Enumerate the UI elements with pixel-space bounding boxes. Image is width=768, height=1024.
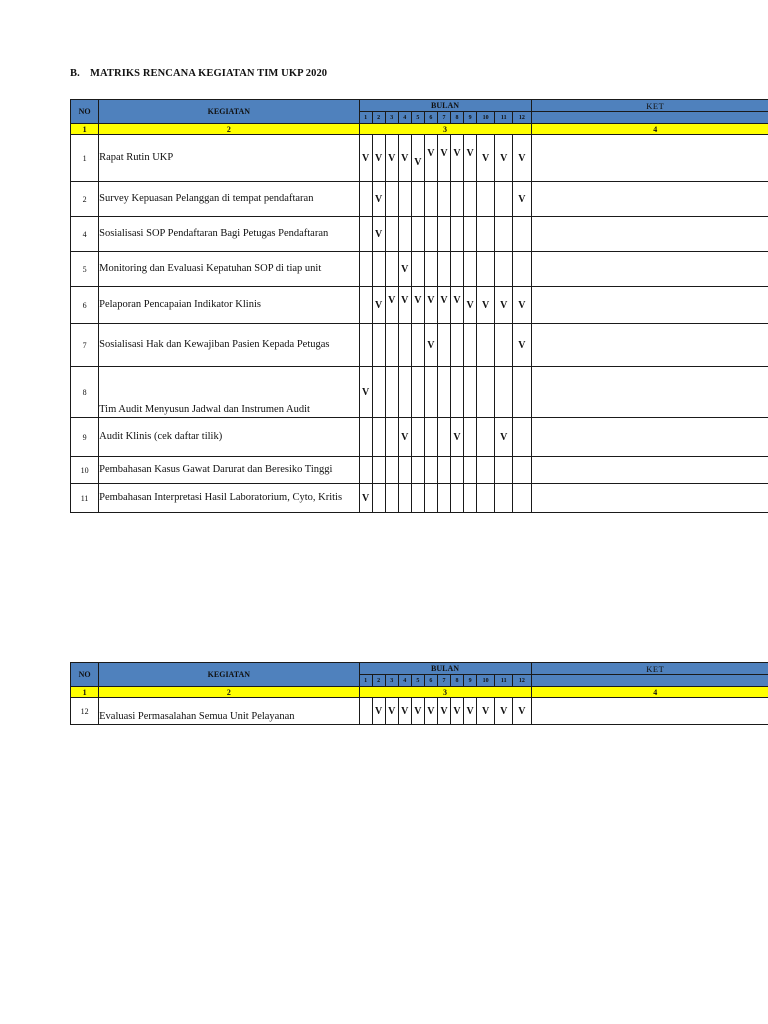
- index-col-4: 4: [531, 124, 768, 135]
- row-ket: [531, 135, 768, 182]
- month-cell-4: [398, 484, 411, 513]
- table-row: [71, 217, 768, 252]
- month-cell-6: [424, 217, 437, 252]
- row-number: 9: [71, 418, 99, 457]
- check-mark: V: [500, 152, 508, 164]
- index-row: [71, 124, 768, 135]
- check-mark: V: [388, 294, 396, 306]
- month-cell-5: [411, 484, 424, 513]
- month-cell-3: [385, 217, 398, 252]
- check-mark: V: [414, 156, 422, 168]
- month-header-6: 6: [424, 675, 437, 687]
- month-cell-7: [437, 252, 450, 287]
- month-header-8: 8: [450, 675, 463, 687]
- check-mark: V: [414, 705, 422, 717]
- check-mark: V: [427, 705, 435, 717]
- table-row: [71, 457, 768, 484]
- month-cell-5: [411, 182, 424, 217]
- check-mark: V: [401, 263, 409, 275]
- check-mark: V: [388, 152, 396, 164]
- check-mark: V: [518, 705, 526, 717]
- month-cell-1: [359, 287, 372, 324]
- month-cell-12: [513, 252, 531, 287]
- month-header-9: 9: [464, 675, 477, 687]
- check-mark: V: [361, 492, 370, 504]
- month-cell-9: [464, 457, 477, 484]
- row-activity: Pembahasan Kasus Gawat Darurat dan Beresiko Tinggi: [99, 457, 359, 484]
- month-cell-6: [424, 182, 437, 217]
- check-mark: V: [453, 294, 461, 306]
- month-header-2: 2: [372, 675, 385, 687]
- row-ket: [531, 484, 768, 513]
- row-number: 8: [71, 367, 99, 418]
- check-mark: V: [482, 705, 490, 717]
- month-cell-11: [495, 418, 513, 457]
- row-activity: Audit Klinis (cek daftar tilik): [99, 418, 359, 457]
- header-row: [71, 100, 768, 112]
- month-cell-10: [477, 252, 495, 287]
- month-cell-7: [437, 217, 450, 252]
- row-number: 7: [71, 324, 99, 367]
- month-cell-2: [372, 287, 385, 324]
- month-cell-4: [398, 217, 411, 252]
- check-mark: V: [401, 705, 409, 717]
- month-cell-2: [372, 252, 385, 287]
- month-cell-4: [398, 182, 411, 217]
- check-mark: V: [466, 147, 474, 159]
- check-mark: V: [427, 147, 435, 159]
- month-cell-10: [477, 418, 495, 457]
- row-ket: [531, 418, 768, 457]
- check-mark: V: [482, 152, 490, 164]
- month-cell-3: [385, 252, 398, 287]
- check-mark: V: [500, 705, 508, 717]
- month-cell-4: [398, 698, 411, 725]
- month-cell-3: [385, 324, 398, 367]
- header-no: NO: [71, 663, 99, 687]
- check-mark: V: [518, 152, 526, 164]
- month-cell-1: [359, 484, 372, 513]
- month-cell-4: [398, 324, 411, 367]
- month-cell-12: [513, 324, 531, 367]
- row-ket: [531, 287, 768, 324]
- month-header-4: 4: [398, 112, 411, 124]
- month-cell-1: [359, 457, 372, 484]
- month-cell-5: [411, 367, 424, 418]
- month-cell-9: [464, 367, 477, 418]
- check-mark: V: [518, 299, 526, 311]
- month-cell-8: [450, 182, 463, 217]
- row-activity: Sosialisasi SOP Pendaftaran Bagi Petugas Pendaftaran: [99, 217, 359, 252]
- row-ket: [531, 457, 768, 484]
- month-cell-11: [495, 287, 513, 324]
- check-mark: V: [518, 339, 526, 351]
- month-cell-8: [450, 367, 463, 418]
- month-cell-8: [450, 457, 463, 484]
- month-header-5: 5: [411, 112, 424, 124]
- month-header-11: 11: [495, 675, 513, 687]
- month-cell-7: [437, 135, 450, 182]
- index-col-4: 4: [531, 687, 768, 698]
- table-row: [71, 324, 768, 367]
- table-row: [71, 698, 768, 725]
- month-cell-8: [450, 287, 463, 324]
- check-mark: V: [427, 294, 435, 306]
- check-mark: V: [401, 152, 409, 164]
- index-col-2: 2: [99, 687, 359, 698]
- row-activity: Sosialisasi Hak dan Kewajiban Pasien Kepada Petugas: [99, 324, 359, 367]
- section-heading: [70, 68, 327, 79]
- check-mark: V: [500, 431, 508, 443]
- check-mark: V: [375, 152, 383, 164]
- month-cell-2: [372, 418, 385, 457]
- month-cell-2: [372, 135, 385, 182]
- month-cell-8: [450, 135, 463, 182]
- row-number: 2: [71, 182, 99, 217]
- header-kegiatan: KEGIATAN: [99, 663, 359, 687]
- month-header-12: 12: [513, 112, 531, 124]
- month-cell-1: [359, 217, 372, 252]
- index-col-1: 1: [71, 124, 99, 135]
- month-cell-3: [385, 182, 398, 217]
- section-title: MATRIKS RENCANA KEGIATAN TIM UKP 2020: [90, 68, 328, 79]
- month-cell-2: [372, 217, 385, 252]
- month-header-6: 6: [424, 112, 437, 124]
- month-cell-11: [495, 367, 513, 418]
- table-row: [71, 252, 768, 287]
- table-row: [71, 484, 768, 513]
- header-ket-blank: [531, 112, 768, 124]
- check-mark: V: [440, 147, 448, 159]
- month-cell-10: [477, 217, 495, 252]
- month-cell-1: [359, 324, 372, 367]
- check-mark: V: [453, 431, 461, 443]
- month-cell-7: [437, 287, 450, 324]
- row-activity: Tim Audit Menyusun Jadwal dan Instrumen Audit: [99, 367, 359, 418]
- check-mark: V: [466, 299, 474, 311]
- month-cell-9: [464, 418, 477, 457]
- row-ket: [531, 217, 768, 252]
- month-cell-12: [513, 367, 531, 418]
- row-number: 5: [71, 252, 99, 287]
- month-cell-7: [437, 457, 450, 484]
- month-header-12: 12: [513, 675, 531, 687]
- month-cell-3: [385, 287, 398, 324]
- month-cell-6: [424, 135, 437, 182]
- activity-matrix-table-continued: [70, 662, 768, 725]
- row-ket: [531, 367, 768, 418]
- activity-matrix-table: [70, 99, 768, 513]
- check-mark: V: [375, 228, 383, 240]
- month-cell-10: [477, 484, 495, 513]
- month-cell-5: [411, 135, 424, 182]
- month-cell-11: [495, 324, 513, 367]
- table-row: [71, 367, 768, 418]
- month-cell-11: [495, 457, 513, 484]
- month-cell-7: [437, 484, 450, 513]
- month-cell-6: [424, 252, 437, 287]
- check-mark: V: [453, 147, 461, 159]
- row-number: 11: [71, 484, 99, 513]
- check-mark: V: [440, 294, 448, 306]
- month-cell-11: [495, 698, 513, 725]
- month-header-7: 7: [437, 112, 450, 124]
- index-col-1: 1: [71, 687, 99, 698]
- month-cell-3: [385, 135, 398, 182]
- month-cell-4: [398, 457, 411, 484]
- month-cell-9: [464, 484, 477, 513]
- month-cell-3: [385, 484, 398, 513]
- check-mark: V: [361, 152, 370, 164]
- month-cell-12: [513, 287, 531, 324]
- row-activity: Pelaporan Pencapaian Indikator Klinis: [99, 287, 359, 324]
- month-cell-7: [437, 367, 450, 418]
- month-cell-5: [411, 698, 424, 725]
- month-cell-1: [359, 135, 372, 182]
- month-cell-11: [495, 135, 513, 182]
- month-cell-5: [411, 287, 424, 324]
- header-ket: KET: [531, 663, 768, 675]
- row-number: 4: [71, 217, 99, 252]
- check-mark: V: [427, 339, 435, 351]
- month-cell-10: [477, 367, 495, 418]
- month-cell-2: [372, 457, 385, 484]
- month-cell-10: [477, 182, 495, 217]
- month-cell-12: [513, 698, 531, 725]
- row-ket: [531, 324, 768, 367]
- month-header-11: 11: [495, 112, 513, 124]
- month-cell-3: [385, 457, 398, 484]
- index-col-3: 3: [359, 687, 531, 698]
- table-row: [71, 182, 768, 217]
- month-cell-9: [464, 252, 477, 287]
- month-cell-12: [513, 135, 531, 182]
- month-header-7: 7: [437, 675, 450, 687]
- month-cell-5: [411, 418, 424, 457]
- row-ket: [531, 698, 768, 725]
- month-cell-11: [495, 252, 513, 287]
- month-cell-4: [398, 287, 411, 324]
- month-cell-9: [464, 287, 477, 324]
- month-cell-12: [513, 457, 531, 484]
- month-header-1: 1: [359, 112, 372, 124]
- check-mark: V: [453, 705, 461, 717]
- check-mark: V: [500, 299, 508, 311]
- month-cell-3: [385, 367, 398, 418]
- month-cell-5: [411, 252, 424, 287]
- check-mark: V: [440, 705, 448, 717]
- month-cell-9: [464, 324, 477, 367]
- month-cell-4: [398, 252, 411, 287]
- check-mark: V: [414, 294, 422, 306]
- header-ket: KET: [531, 100, 768, 112]
- header-bulan: BULAN: [359, 663, 531, 675]
- month-cell-10: [477, 698, 495, 725]
- index-col-2: 2: [99, 124, 359, 135]
- month-cell-6: [424, 457, 437, 484]
- table-row: [71, 135, 768, 182]
- month-cell-5: [411, 457, 424, 484]
- month-header-10: 10: [477, 112, 495, 124]
- row-number: 6: [71, 287, 99, 324]
- month-cell-11: [495, 217, 513, 252]
- check-mark: V: [375, 299, 383, 311]
- month-cell-1: [359, 367, 372, 418]
- row-activity: Survey Kepuasan Pelanggan di tempat pendaftaran: [99, 182, 359, 217]
- header-bulan: BULAN: [359, 100, 531, 112]
- row-ket: [531, 252, 768, 287]
- month-header-8: 8: [450, 112, 463, 124]
- table-row: [71, 287, 768, 324]
- month-cell-4: [398, 418, 411, 457]
- month-cell-2: [372, 182, 385, 217]
- header-no: NO: [71, 100, 99, 124]
- month-cell-2: [372, 324, 385, 367]
- check-mark: V: [401, 294, 409, 306]
- month-cell-6: [424, 484, 437, 513]
- month-cell-11: [495, 182, 513, 217]
- check-mark: V: [388, 705, 396, 717]
- check-mark: V: [375, 193, 383, 205]
- month-cell-4: [398, 135, 411, 182]
- month-cell-10: [477, 457, 495, 484]
- month-header-5: 5: [411, 675, 424, 687]
- month-cell-12: [513, 217, 531, 252]
- month-cell-4: [398, 367, 411, 418]
- check-mark: V: [361, 386, 370, 398]
- month-cell-10: [477, 287, 495, 324]
- month-cell-7: [437, 324, 450, 367]
- month-cell-10: [477, 135, 495, 182]
- check-mark: V: [466, 705, 474, 717]
- month-cell-8: [450, 418, 463, 457]
- check-mark: V: [482, 299, 490, 311]
- month-cell-10: [477, 324, 495, 367]
- month-cell-12: [513, 418, 531, 457]
- table-row: [71, 418, 768, 457]
- month-cell-2: [372, 367, 385, 418]
- section-number: B.: [70, 68, 80, 79]
- check-mark: V: [518, 193, 526, 205]
- month-header-10: 10: [477, 675, 495, 687]
- month-header-2: 2: [372, 112, 385, 124]
- check-mark: V: [375, 705, 383, 717]
- month-cell-8: [450, 217, 463, 252]
- index-col-3: 3: [359, 124, 531, 135]
- month-cell-7: [437, 698, 450, 725]
- month-header-9: 9: [464, 112, 477, 124]
- month-cell-3: [385, 418, 398, 457]
- month-cell-2: [372, 484, 385, 513]
- month-cell-6: [424, 698, 437, 725]
- row-number: 1: [71, 135, 99, 182]
- month-cell-8: [450, 252, 463, 287]
- month-cell-1: [359, 252, 372, 287]
- month-cell-11: [495, 484, 513, 513]
- header-kegiatan: KEGIATAN: [99, 100, 359, 124]
- month-header-3: 3: [385, 112, 398, 124]
- index-row: [71, 687, 768, 698]
- row-activity: Pembahasan Interpretasi Hasil Laboratorium, Cyto, Kritis: [99, 484, 359, 513]
- row-number: 12: [71, 698, 99, 725]
- month-cell-3: [385, 698, 398, 725]
- row-ket: [531, 182, 768, 217]
- header-row: [71, 663, 768, 675]
- row-activity: Monitoring dan Evaluasi Kepatuhan SOP di tiap unit: [99, 252, 359, 287]
- month-cell-5: [411, 324, 424, 367]
- month-cell-6: [424, 367, 437, 418]
- month-cell-9: [464, 217, 477, 252]
- row-activity: Evaluasi Permasalahan Semua Unit Pelayanan: [99, 698, 359, 725]
- month-cell-9: [464, 698, 477, 725]
- month-cell-5: [411, 217, 424, 252]
- month-cell-8: [450, 698, 463, 725]
- month-cell-6: [424, 287, 437, 324]
- month-header-4: 4: [398, 675, 411, 687]
- check-mark: V: [401, 431, 409, 443]
- month-cell-9: [464, 182, 477, 217]
- month-cell-9: [464, 135, 477, 182]
- month-cell-6: [424, 324, 437, 367]
- month-header-3: 3: [385, 675, 398, 687]
- header-ket-blank: [531, 675, 768, 687]
- month-cell-1: [359, 182, 372, 217]
- row-activity: Rapat Rutin UKP: [99, 135, 359, 182]
- month-cell-6: [424, 418, 437, 457]
- month-cell-2: [372, 698, 385, 725]
- month-cell-7: [437, 182, 450, 217]
- month-cell-1: [359, 418, 372, 457]
- month-cell-12: [513, 484, 531, 513]
- month-cell-12: [513, 182, 531, 217]
- month-header-1: 1: [359, 675, 372, 687]
- month-cell-7: [437, 418, 450, 457]
- month-cell-1: [359, 698, 372, 725]
- month-cell-8: [450, 484, 463, 513]
- month-cell-8: [450, 324, 463, 367]
- row-number: 10: [71, 457, 99, 484]
